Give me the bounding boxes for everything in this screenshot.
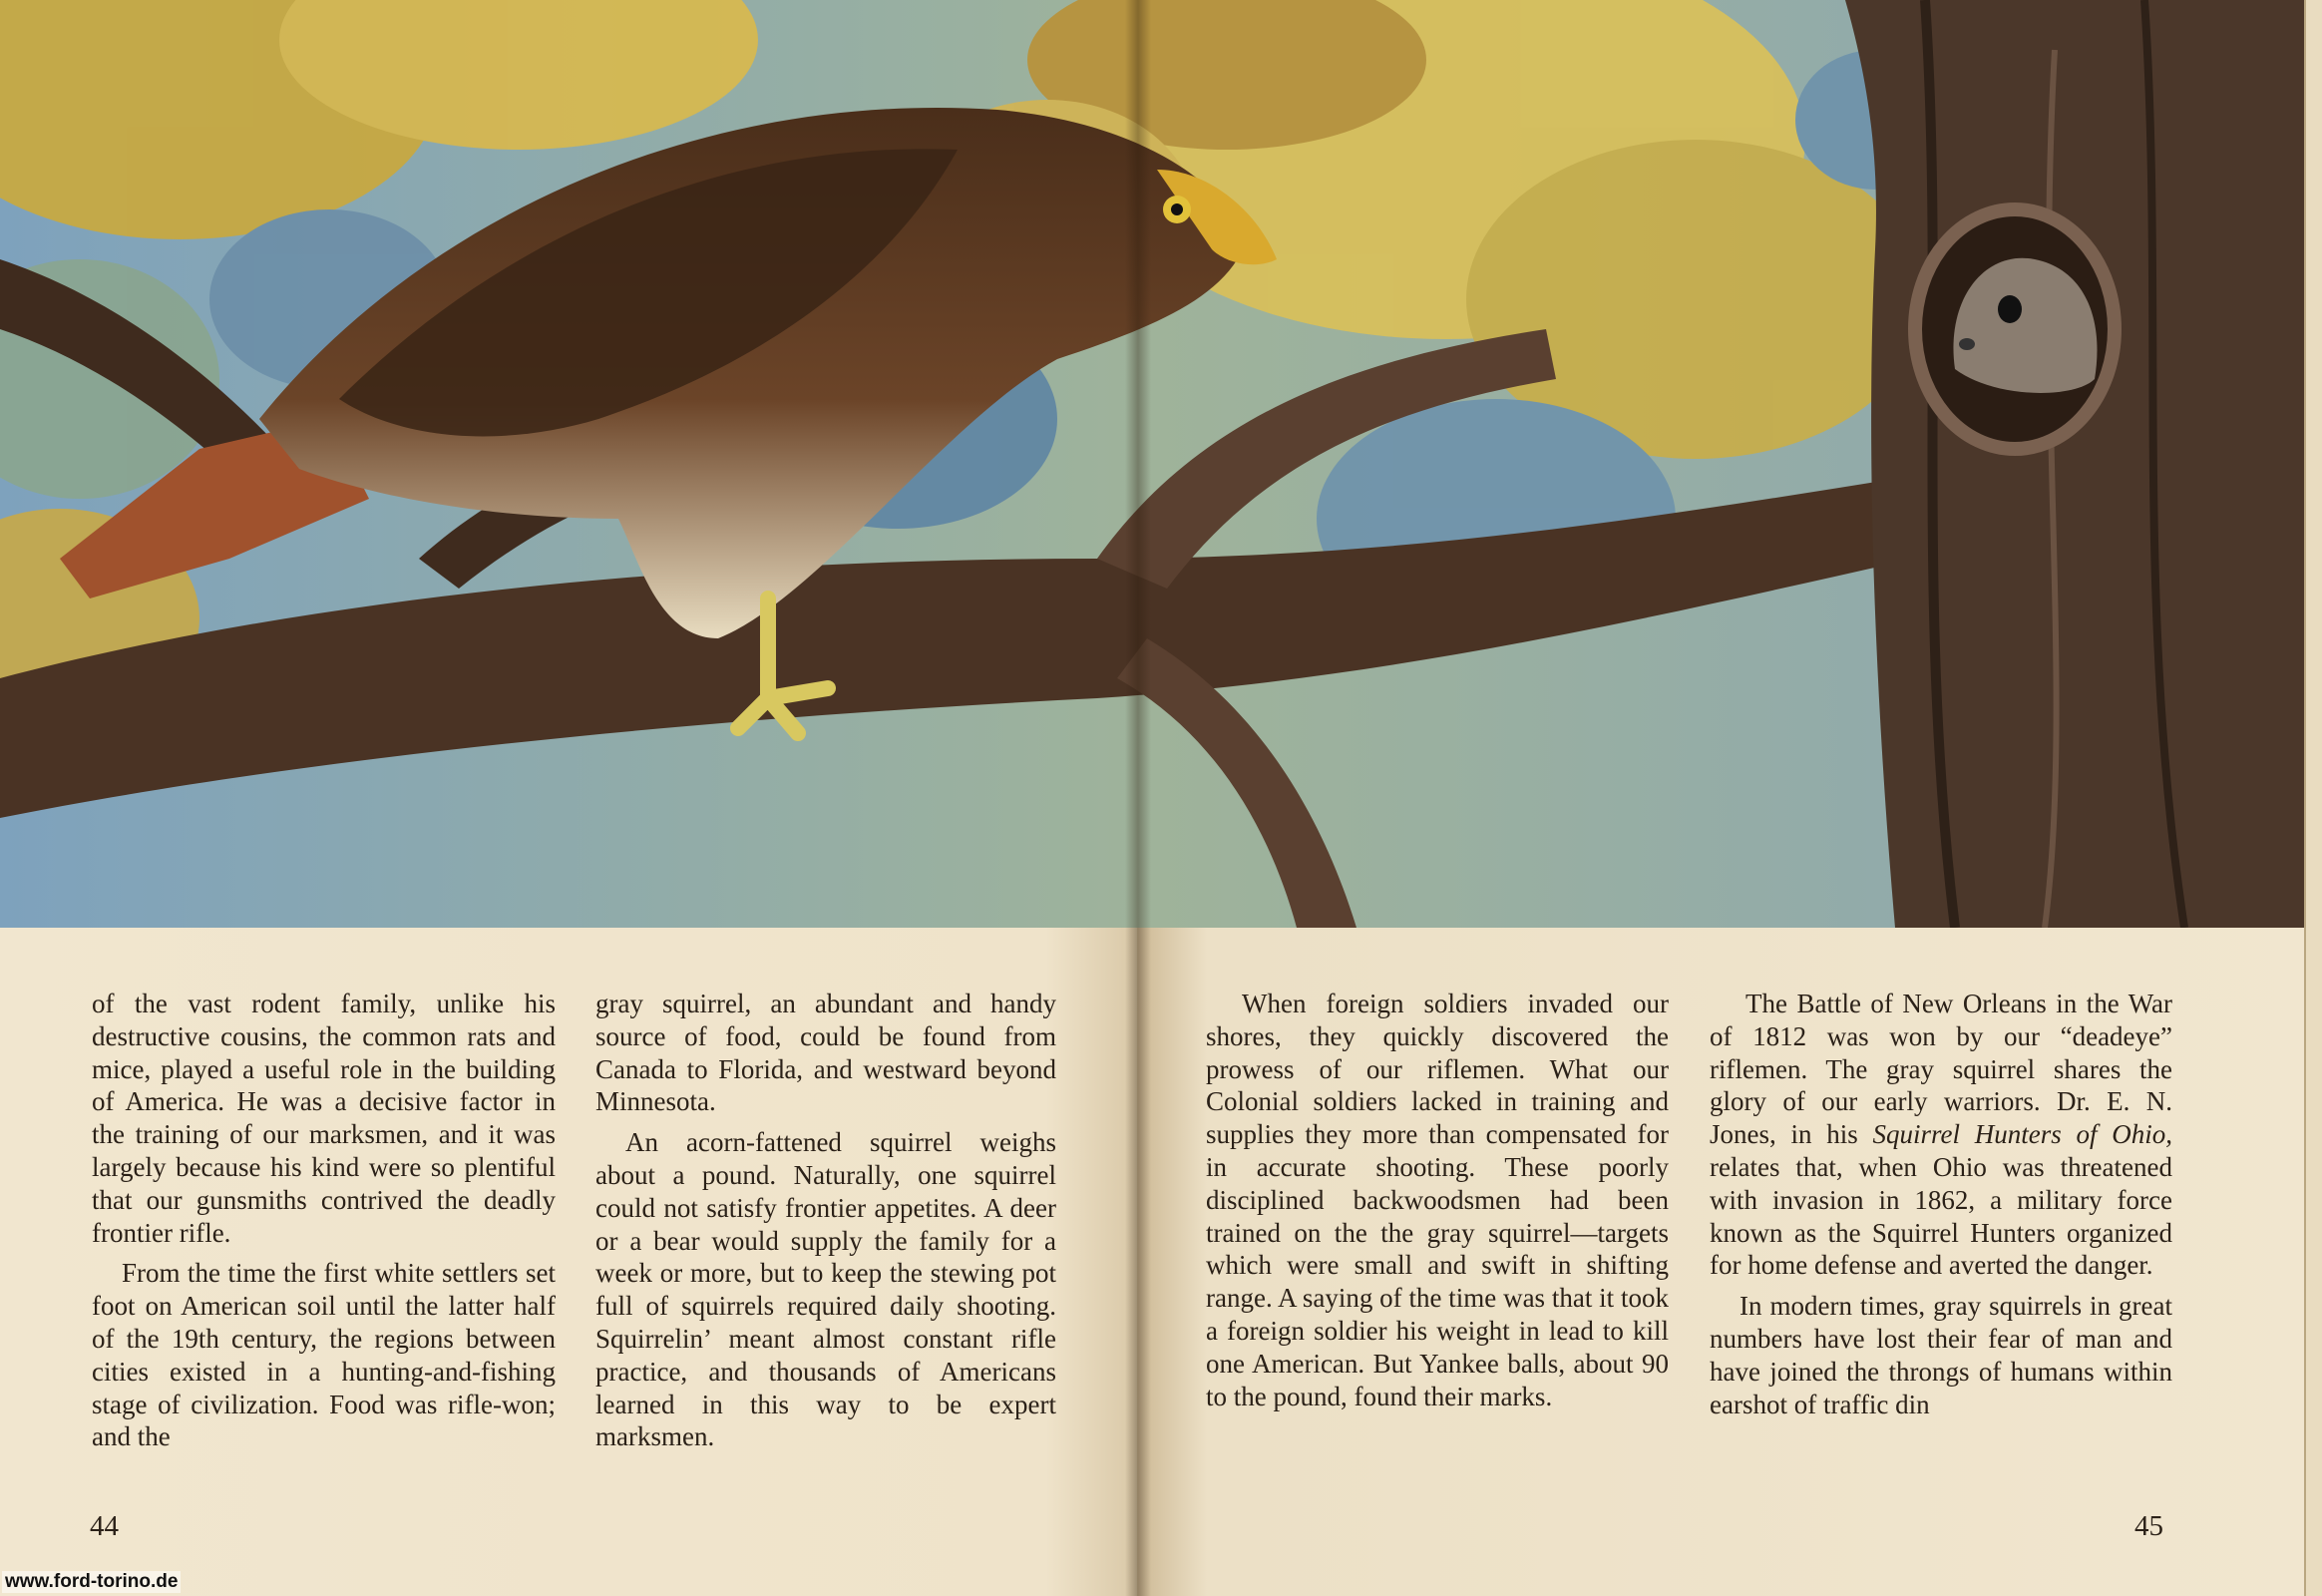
text-column-2 [595, 988, 1056, 1453]
paragraph: From the time the first white settlers set foot on American soil until the latter half of the 19th century, the regions between cities existed in a hunting-and-fishing stage of civilization. Food was rifle-won; and the [92, 1258, 556, 1452]
text-column-3 [1206, 988, 1669, 1412]
page-edge [2304, 0, 2322, 1596]
text-column-1 [92, 988, 556, 1453]
source-watermark: www.ford-torino.de [2, 1571, 181, 1593]
paragraph: An acorn-fattened squirrel weighs about a pound. Naturally, one squirrel could not satisfy frontier appetites. A deer or a bear would supply the family for a week or more, but to keep the stewing pot full of squirrels required daily shooting. Squirrelin’ meant almost constant rifle practice, and thousands of Americans learned in this way to be expert marksmen. [595, 1127, 1056, 1452]
text-column-4 [1710, 988, 2172, 1420]
paragraph: gray squirrel, an abundant and handy source of food, could be found from Canada to Florida, and westward beyond Minnesota. [595, 989, 1056, 1117]
squirrel [1915, 209, 2115, 449]
paragraph: When foreign soldiers invaded our shores, they quickly discovered the prowess of our riflemen. What our Colonial soldiers lacked in training and supplies they more than compensated for in accurate shooting. These poorly disciplined backwoodsmen had been trained on the the gray squirrel—targets which were small and swift in shifting range. A saying of the time was that it took a foreign soldier his weight in lead to kill one American. But Yankee balls, about 90 to the pound, found their marks. [1206, 989, 1669, 1411]
text-run: relates that, when Ohio was threatened with invasion in 1862, a military force known as the Squirrel Hunters organized for home defense and averted the danger. [1710, 1151, 2172, 1281]
tree-trunk [1845, 0, 2306, 928]
paragraph [1710, 988, 2172, 1282]
paragraph: In modern times, gray squirrels in great numbers have lost their fear of man and have joined the throngs of humans within earshot of traffic din [1710, 1291, 2172, 1419]
page-number-right: 45 [2134, 1510, 2163, 1542]
page-number-left: 44 [90, 1510, 119, 1542]
text-run: The Battle of New Orleans in the War of 1812 was won by our “deadeye” riflemen. The gray squirrel shares the glory of our early warriors. Dr. E. N. Jones, in his [1710, 989, 2172, 1150]
book-gutter [1125, 0, 1151, 1596]
book-title: Squirrel Hunters of Ohio, [1872, 1119, 2173, 1150]
paragraph: of the vast rodent family, unlike his destructive cousins, the common rats and mice, played a useful role in the building of America. He was a decisive factor in the training of our marksmen, and it was largely because his kind were so plentiful that our gunsmiths contrived the deadly frontier rifle. [92, 989, 556, 1248]
